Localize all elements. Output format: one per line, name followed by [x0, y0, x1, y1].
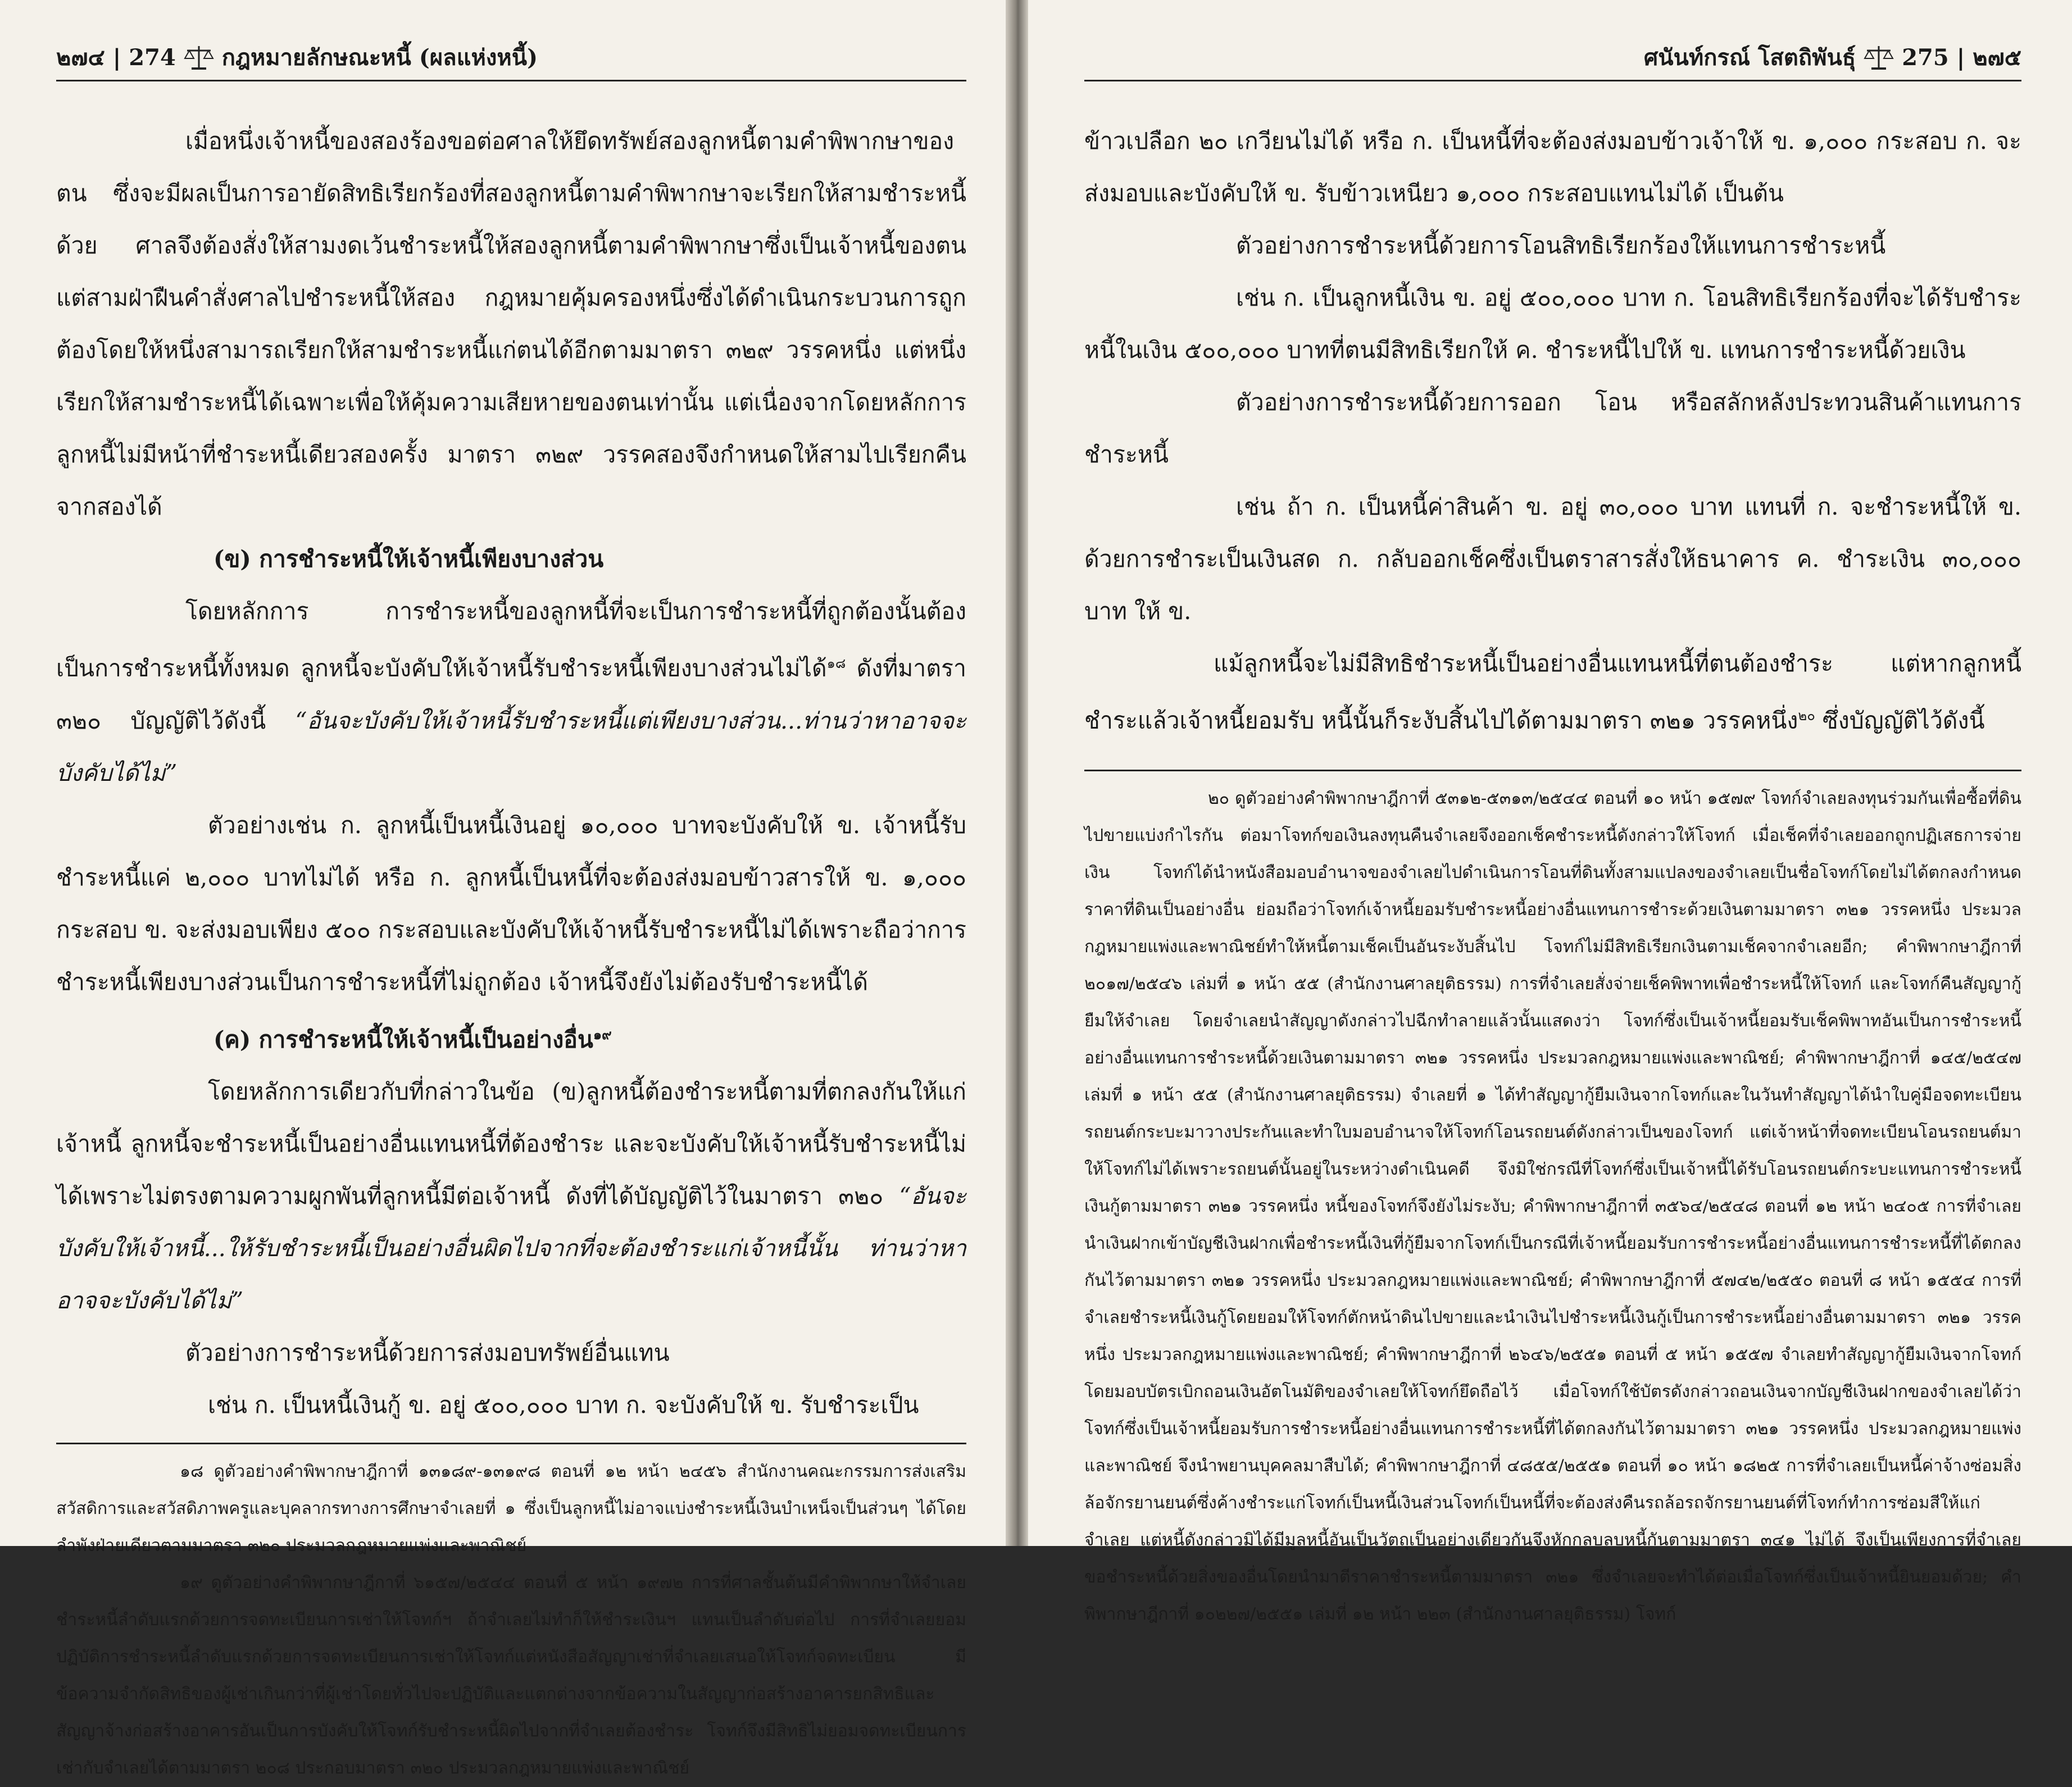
- right-page: [1028, 0, 2072, 1624]
- page-number-thai: ๒๗๔: [56, 44, 105, 71]
- paragraph: แม้ลูกหนี้จะไม่มีสิทธิชำระหนี้เป็นอย่างอื่นแทนหนี้ที่ตนต้องชำระ แต่หากลูกหนี้ชำระแล้วเจ้าหนี้ยอมรับ หนี้นั้นก็ระงับสิ้นไปได้ตามมาตรา ๓๒๑ วรรคหนึ่ง$^{๒๐}$ ซึ่งบัญญัติไว้ดังนี้: [1084, 650, 2021, 734]
- paragraph: เช่น ก. เป็นลูกหนี้เงิน ข. อยู่ ๕๐๐,๐๐๐ บาท ก. โอนสิทธิเรียกร้องที่จะได้รับชำระหนี้ในเงิน ๕๐๐,๐๐๐ บาทที่ตนมีสิทธิเรียกให้ ค. ชำระหนี้ไปให้ ข. แทนการชำระหนี้ด้วยเงิน: [1084, 284, 2021, 363]
- author-name: ศนันท์กรณ์ โสตถิพันธุ์: [1643, 44, 1856, 71]
- page-number: 275: [1902, 44, 1949, 71]
- paragraph: เมื่อหนึ่งเจ้าหนี้ของสองร้องขอต่อศาลให้ยึดทรัพย์สองลูกหนี้ตามคำพิพากษาของตน ซึ่งจะมีผลเป็นการอายัดสิทธิเรียกร้องที่สองลูกหนี้ตามคำพิพากษาจะเรียกให้สามชำระหนี้ด้วย ศาลจึงต้องสั่งให้สามงดเว้นชำระหนี้ให้สองลูกหนี้ตามคำพิพากษาซึ่งเป็นเจ้าหนี้ของตน แต่สามฝ่าฝืนคำสั่งศาลไปชำระหนี้ให้สอง กฎหมายคุ้มครองหนึ่งซึ่งได้ดำเนินกระบวนการถูกต้องโดยให้หนึ่งสามารถเรียกให้สามชำระหนี้แก่ตนได้อีกตามมาตรา ๓๒๙ วรรคหนึ่ง แต่หนึ่งเรียกให้สามชำระหนี้ได้เฉพาะเพื่อให้คุ้มความเสียหายของตนเท่านั้น แต่เนื่องจากโดยหลักการลูกหนี้ไม่มีหน้าที่ชำระหนี้เดียวสองครั้ง มาตรา ๓๒๙ วรรคสองจึงกำหนดให้สามไปเรียกคืนจากสองได้: [56, 128, 966, 520]
- left-footnotes: [56, 1453, 966, 1787]
- book-title: กฎหมายลักษณะหนี้ (ผลแห่งหนี้): [221, 44, 538, 71]
- paragraph: ตัวอย่างการชำระหนี้ด้วยการออก โอน หรือสลักหลังประทวนสินค้าแทนการชำระหนี้: [1084, 389, 2021, 468]
- footnote-19: ๑๙ ดูตัวอย่างคำพิพากษาฎีกาที่ ๖๑๕๗/๒๕๔๔ ตอนที่ ๕ หน้า ๑๙๗๒ การที่ศาลชั้นต้นมีคำพิพากษาให้จำเลยชำระหนี้ลำดับแรกด้วยการจดทะเบียนการเช่าให้โจทก์ฯ ถ้าจำเลยไม่ทำก็ให้ชำระเงินฯ แทนเป็นลำดับต่อไป การที่จำเลยยอมปฏิบัติการชำระหนี้ลำดับแรกด้วยการจดทะเบียนการเช่าให้โจทก์แต่หนังสือสัญญาเช่าที่จำเลยเสนอให้โจทก์จดทะเบียน มีข้อความจำกัดสิทธิของผู้เช่าเกินกว่าที่ผู้เช่าโดยทั่วไปจะปฏิบัติและแตกต่างจากข้อความในสัญญาก่อสร้างอาคารยกสิทธิและสัญญาจ้างก่อสร้างอาคารอันเป็นการบังคับให้โจทก์รับชำระหนี้ผิดไปจากที่จำเลยต้องชำระ โจทก์จึงมีสิทธิไม่ยอมจดทะเบียนการเช่ากับจำเลยได้ตามมาตรา ๒๐๘ ประกอบมาตรา ๓๒๐ ประมวลกฎหมายแพ่งและพาณิชย์: [56, 1573, 966, 1779]
- paragraph: ตัวอย่างการชำระหนี้ด้วยการส่งมอบทรัพย์อื่นแทน: [185, 1339, 670, 1367]
- section-heading-c: (ค) การชำระหนี้ให้เจ้าหนี้เป็นอย่างอื่น$^{๑๙}$: [213, 1026, 612, 1053]
- book-gutter: [1006, 0, 1028, 1546]
- section-heading-b: (ข) การชำระหนี้ให้เจ้าหนี้เพียงบางส่วน: [213, 545, 604, 572]
- header-separator: |: [112, 44, 121, 71]
- page-number: 274: [129, 44, 176, 71]
- scales-of-justice-icon: [184, 44, 214, 71]
- paragraph: เช่น ก. เป็นหนี้เงินกู้ ข. อยู่ ๕๐๐,๐๐๐ บาท ก. จะบังคับให้ ข. รับชำระเป็น: [208, 1392, 919, 1419]
- page-number-thai: ๒๗๕: [1973, 44, 2021, 71]
- footnote-ref: ๑๙: [593, 1026, 612, 1043]
- scales-of-justice-icon: [1864, 44, 1894, 71]
- paragraph: โดยหลักการ การชำระหนี้ของลูกหนี้ที่จะเป็นการชำระหนี้ที่ถูกต้องนั้นต้องเป็นการชำระหนี้ทั้งหมด ลูกหนี้จะบังคับให้เจ้าหนี้รับชำระหนี้เพียงบางส่วนไม่ได้$^{๑๘}$ ดังที่มาตรา ๓๒๐ บัญญัติไว้ดังนี้ “อันจะบังคับให้เจ้าหนี้รับชำระหนี้แต่เพียงบางส่วน...ท่านว่าหาอาจจะบังคับได้ไม่”: [56, 598, 966, 786]
- footnote-divider: [56, 1443, 966, 1444]
- paragraph: ตัวอย่างเช่น ก. ลูกหนี้เป็นหนี้เงินอยู่ ๑๐,๐๐๐ บาทจะบังคับให้ ข. เจ้าหนี้รับชำระหนี้แค่ ๒,๐๐๐ บาทไม่ได้ หรือ ก. ลูกหนี้เป็นหนี้ที่จะต้องส่งมอบข้าวสารให้ ข. ๑,๐๐๐ กระสอบ ข. จะส่งมอบเพียง ๕๐๐ กระสอบและบังคับให้เจ้าหนี้รับชำระหนี้ไม่ได้เพราะถือว่าการชำระหนี้เพียงบางส่วนเป็นการชำระหนี้ที่ไม่ถูกต้อง เจ้าหนี้จึงยังไม่ต้องรับชำระหนี้ได้: [56, 811, 966, 995]
- paragraph: เช่น ถ้า ก. เป็นหนี้ค่าสินค้า ข. อยู่ ๓๐,๐๐๐ บาท แทนที่ ก. จะชำระหนี้ให้ ข. ด้วยการชำระเป็นเงินสด ก. กลับออกเช็คซึ่งเป็นตราสารสั่งให้ธนาคาร ค. ชำระเงิน ๓๐,๐๐๐ บาท ให้ ข.: [1084, 493, 2021, 625]
- right-page-header: [1084, 40, 2021, 81]
- footnote-divider: [1084, 770, 2021, 771]
- footnote-ref: ๑๘: [826, 656, 846, 671]
- right-body-text: [1084, 115, 2021, 747]
- right-footnotes: [1084, 780, 2021, 1633]
- footnote-18: ๑๘ ดูตัวอย่างคำพิพากษาฎีกาที่ ๑๓๑๘๙-๑๓๑๙๘ ตอนที่ ๑๒ หน้า ๒๔๕๖ สำนักงานคณะกรรมการส่งเสริมสวัสดิการและสวัสดิภาพครูและบุคลากรทางการศึกษาจำเลยที่ ๑ ซึ่งเป็นลูกหนี้ไม่อาจแบ่งชำระหนี้เงินบำเหน็จเป็นส่วนๆ ได้โดยลำพังฝ่ายเดียวตามมาตรา ๓๒๐ ประมวลกฎหมายแพ่งและพาณิชย์: [56, 1462, 966, 1556]
- left-page: [0, 0, 1006, 1779]
- paragraph: ตัวอย่างการชำระหนี้ด้วยการโอนสิทธิเรียกร้องให้แทนการชำระหนี้: [1236, 232, 1886, 259]
- paragraph: โดยหลักการเดียวกับที่กล่าวในข้อ (ข)ลูกหนี้ต้องชำระหนี้ตามที่ตกลงกันให้แก่เจ้าหนี้ ลูกหนี้จะชำระหนี้เป็นอย่างอื่นแทนหนี้ที่ต้องชำระ และจะบังคับให้เจ้าหนี้รับชำระหนี้ไม่ได้เพราะไม่ตรงตามความผูกพันที่ลูกหนี้มีต่อเจ้าหนี้ ดังที่ได้บัญญัติไว้ในมาตรา ๓๒๐ “อันจะบังคับให้เจ้าหนี้...ให้รับชำระหนี้เป็นอย่างอื่นผิดไปจากที่จะต้องชำระแก่เจ้าหนี้นั้น ท่านว่าหาอาจจะบังคับได้ไม่”: [56, 1078, 966, 1315]
- header-separator: |: [1956, 44, 1965, 71]
- left-body-text: [56, 115, 966, 1431]
- footnote-ref: ๒๐: [1798, 708, 1815, 724]
- paragraph: ข้าวเปลือก ๒๐ เกวียนไม่ได้ หรือ ก. เป็นหนี้ที่จะต้องส่งมอบข้าวเจ้าให้ ข. ๑,๐๐๐ กระสอบ ก. จะส่งมอบและบังคับให้ ข. รับข้าวเหนียว ๑,๐๐๐ กระสอบแทนไม่ได้ เป็นต้น: [1084, 128, 2021, 207]
- footnote-20: ๒๐ ดูตัวอย่างคำพิพากษาฎีกาที่ ๕๓๑๒-๕๓๑๓/๒๕๔๔ ตอนที่ ๑๐ หน้า ๑๕๗๙ โจทก์จำเลยลงทุนร่วมกันเพื่อซื้อที่ดินไปขายแบ่งกำไรกัน ต่อมาโจทก์ขอเงินลงทุนคืนจำเลยจึงออกเช็คชำระหนี้ดังกล่าวให้โจทก์ เมื่อเช็คที่จำเลยออกถูกปฏิเสธการจ่ายเงิน โจทก์ได้นำหนังสือมอบอำนาจของจำเลยไปดำเนินการโอนที่ดินทั้งสามแปลงของจำเลยเป็นชื่อโจทก์โดยไม่ได้ตกลงกำหนดราคาที่ดินเป็นอย่างอื่น ย่อมถือว่าโจทก์เจ้าหนี้ยอมรับชำระหนี้อย่างอื่นแทนการชำระด้วยเงินตามมาตรา ๓๒๑ วรรคหนึ่ง ประมวลกฎหมายแพ่งและพาณิชย์ทำให้หนี้ตามเช็คเป็นอันระงับสิ้นไป โจทก์ไม่มีสิทธิเรียกเงินตามเช็คจากจำเลยอีก; คำพิพากษาฎีกาที่ ๒๐๑๗/๒๕๔๖ เล่มที่ ๑ หน้า ๕๕ (สำนักงานศาลยุติธรรม) การที่จำเลยสั่งจ่ายเช็คพิพาทเพื่อชำระหนี้ให้โจทก์ และโจทก์คืนสัญญากู้ยืมให้จำเลย โดยจำเลยนำสัญญาดังกล่าวไปฉีกทำลายแล้วนั้นแสดงว่า โจทก์ซึ่งเป็นเจ้าหนี้ยอมรับเช็คพิพาทอันเป็นการชำระหนี้อย่างอื่นแทนการชำระหนี้ด้วยเงินตามมาตรา ๓๒๑ วรรคหนึ่ง ประมวลกฎหมายแพ่งและพาณิชย์; คำพิพากษาฎีกาที่ ๑๔๕/๒๕๔๗ เล่มที่ ๑ หน้า ๕๕ (สำนักงานศาลยุติธรรม) จำเลยที่ ๑ ได้ทำสัญญากู้ยืมเงินจากโจทก์และในวันทำสัญญาได้นำใบคู่มือจดทะเบียนรถยนต์กระบะมาวางประกันและทำใบมอบอำนาจให้โจทก์โอนรถยนต์ดังกล่าวเป็นของโจทก์ แต่เจ้าหน้าที่จดทะเบียนโอนรถยนต์มาให้โจทก์ไม่ได้เพราะรถยนต์นั้นอยู่ในระหว่างดำเนินคดี จึงมิใช่กรณีที่โจทก์ซึ่งเป็นเจ้าหนี้ได้รับโอนรถยนต์กระบะแทนการชำระหนี้เงินกู้ตามมาตรา ๓๒๑ วรรคหนึ่ง หนี้ของโจทก์จึงยังไม่ระงับ; คำพิพากษาฎีกาที่ ๓๕๖๔/๒๕๔๘ ตอนที่ ๑๒ หน้า ๒๔๐๕ การที่จำเลยนำเงินฝากเข้าบัญชีเงินฝากเพื่อชำระหนี้เงินที่กู้ยืมจากโจทก์เป็นกรณีที่เจ้าหนี้ยอมรับการชำระหนี้อย่างอื่นแทนการชำระหนี้ที่ได้ตกลงกันไว้ตามมาตรา ๓๒๑ วรรคหนึ่ง ประมวลกฎหมายแพ่งและพาณิชย์; คำพิพากษาฎีกาที่ ๕๗๔๒/๒๕๕๐ ตอนที่ ๘ หน้า ๑๕๕๔ การที่จำเลยชำระหนี้เงินกู้โดยยอมให้โจทก์ตักหน้าดินไปขายและนำเงินไปชำระหนี้เงินกู้เป็นการชำระหนี้อย่างอื่นตามมาตรา ๓๒๑ วรรคหนึ่ง ประมวลกฎหมายแพ่งและพาณิชย์; คำพิพากษาฎีกาที่ ๒๖๔๖/๒๕๕๑ ตอนที่ ๕ หน้า ๑๕๕๗ จำเลยทำสัญญากู้ยืมเงินจากโจทก์โดยมอบบัตรเบิกถอนเงินอัตโนมัติของจำเลยให้โจทก์ยึดถือไว้ เมื่อโจทก์ใช้บัตรดังกล่าวถอนเงินจากบัญชีเงินฝากของจำเลยได้ว่าโจทก์ซึ่งเป็นเจ้าหนี้ยอมรับการชำระหนี้อย่างอื่นแทนการชำระหนี้ที่ได้ตกลงกันไว้ตามมาตรา ๓๒๑ วรรคหนึ่ง ประมวลกฎหมายแพ่งและพาณิชย์ จึงนำพยานบุคคลมาสืบได้; คำพิพากษาฎีกาที่ ๔๘๕๕/๒๕๕๑ ตอนที่ ๑๐ หน้า ๑๘๒๕ การที่จำเลยเป็นหนี้ค่าจ้างซ่อมสิ่งล้อจักรยานยนต์ซึ่งค้างชำระแก่โจทก์เป็นหนี้เงินส่วนโจทก์เป็นหนี้ที่จะต้องส่งคืนรถล้อรถจักรยานยนต์ที่โจทก์ทำการซ่อมสีให้แก่จำเลย แต่หนี้ดังกล่าวมิได้มีมูลหนี้อันเป็นวัตถุเป็นอย่างเดียวกันจึงหักกลบลบหนี้กันตามมาตรา ๓๔๑ ไม่ได้ จึงเป็นเพียงการที่จำเลยขอชำระหนี้ด้วยสิ่งของอื่นโดยนำมาตีราคาชำระหนี้ตามมาตรา ๓๒๑ ซึ่งจำเลยจะทำได้ต่อเมื่อโจทก์ซึ่งเป็นเจ้าหนี้ยินยอมด้วย; คำพิพากษาฎีกาที่ ๑๐๒๒๗/๒๕๕๑ เล่มที่ ๑๒ หน้า ๒๒๓ (สำนักงานศาลยุติธรรม) โจทก์: [1084, 788, 2021, 1624]
- left-page-header: [56, 40, 966, 81]
